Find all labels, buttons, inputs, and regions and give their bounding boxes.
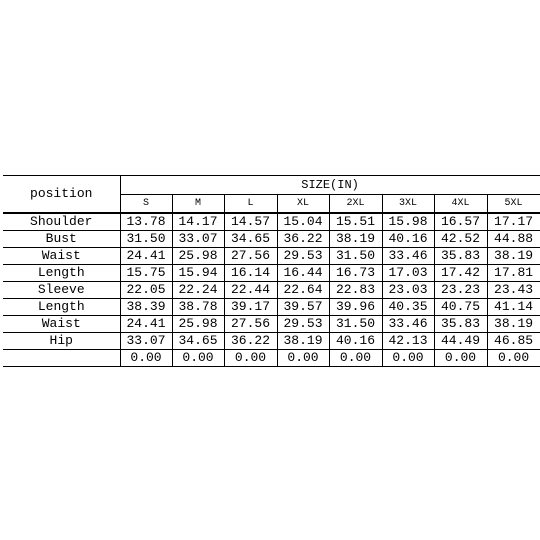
table-cell: 36.22: [277, 231, 329, 248]
table-row: [3, 213, 540, 231]
table-cell: 39.96: [329, 299, 382, 316]
table-cell: 22.83: [329, 282, 382, 299]
table-cell: 22.44: [224, 282, 277, 299]
table-cell: 42.13: [382, 333, 434, 350]
row-label: [3, 350, 120, 367]
table-cell: 23.43: [487, 282, 540, 299]
table-cell: 44.49: [434, 333, 487, 350]
table-cell: 38.19: [329, 231, 382, 248]
table-cell: 39.57: [277, 299, 329, 316]
table-cell: 25.98: [172, 316, 224, 333]
table-cell: 29.53: [277, 316, 329, 333]
row-label: Sleeve: [3, 282, 120, 299]
table-cell: 31.50: [329, 316, 382, 333]
table-cell: 14.17: [172, 213, 224, 231]
table-cell: 15.98: [382, 213, 434, 231]
table-cell: 29.53: [277, 248, 329, 265]
table-cell: 0.00: [172, 350, 224, 367]
table-cell: 38.19: [277, 333, 329, 350]
table-cell: 22.64: [277, 282, 329, 299]
table-row: [3, 231, 540, 248]
table-cell: 39.17: [224, 299, 277, 316]
table-cell: 44.88: [487, 231, 540, 248]
size-header-5xl: 5XL: [487, 195, 540, 214]
size-header-m: M: [172, 195, 224, 214]
table-cell: 0.00: [487, 350, 540, 367]
table-cell: 16.14: [224, 265, 277, 282]
table-cell: 24.41: [120, 316, 172, 333]
table-cell: 38.78: [172, 299, 224, 316]
table-cell: 13.78: [120, 213, 172, 231]
table-cell: 46.85: [487, 333, 540, 350]
table-cell: 0.00: [120, 350, 172, 367]
table-cell: 0.00: [382, 350, 434, 367]
table-cell: 17.81: [487, 265, 540, 282]
table-cell: 0.00: [329, 350, 382, 367]
table-cell: 15.51: [329, 213, 382, 231]
table-cell: 23.23: [434, 282, 487, 299]
table-cell: 40.35: [382, 299, 434, 316]
row-label: Waist: [3, 248, 120, 265]
table-cell: 34.65: [172, 333, 224, 350]
table-row: [3, 333, 540, 350]
table-cell: 33.07: [172, 231, 224, 248]
table-cell: 15.04: [277, 213, 329, 231]
table-cell: 17.17: [487, 213, 540, 231]
table-row: [3, 299, 540, 316]
size-chart-table: [3, 175, 540, 367]
table-cell: 16.57: [434, 213, 487, 231]
row-label: Length: [3, 265, 120, 282]
table-body: [3, 213, 540, 367]
size-header-4xl: 4XL: [434, 195, 487, 214]
table-cell: 22.24: [172, 282, 224, 299]
row-label: Waist: [3, 316, 120, 333]
row-label: Shoulder: [3, 213, 120, 231]
table-cell: 0.00: [224, 350, 277, 367]
table-cell: 0.00: [434, 350, 487, 367]
table-cell: 23.03: [382, 282, 434, 299]
table-cell: 33.46: [382, 248, 434, 265]
table-cell: 41.14: [487, 299, 540, 316]
size-header-s: S: [120, 195, 172, 214]
size-header-2xl: 2XL: [329, 195, 382, 214]
table-cell: 33.46: [382, 316, 434, 333]
size-header-3xl: 3XL: [382, 195, 434, 214]
table-row: [3, 316, 540, 333]
row-label: Bust: [3, 231, 120, 248]
table-cell: 33.07: [120, 333, 172, 350]
table-row: [3, 248, 540, 265]
table-row: [3, 350, 540, 367]
table-cell: 27.56: [224, 248, 277, 265]
table-cell: 25.98: [172, 248, 224, 265]
row-label: Length: [3, 299, 120, 316]
table-row: [3, 265, 540, 282]
table-cell: 40.16: [329, 333, 382, 350]
size-group-header: SIZE(IN): [120, 176, 540, 195]
table-cell: 17.03: [382, 265, 434, 282]
table-cell: 31.50: [329, 248, 382, 265]
table-cell: 24.41: [120, 248, 172, 265]
size-header-l: L: [224, 195, 277, 214]
table-cell: 38.39: [120, 299, 172, 316]
table-row: [3, 282, 540, 299]
table-cell: 15.94: [172, 265, 224, 282]
table-cell: 22.05: [120, 282, 172, 299]
table-cell: 16.73: [329, 265, 382, 282]
table-cell: 14.57: [224, 213, 277, 231]
table-cell: 0.00: [277, 350, 329, 367]
table-cell: 38.19: [487, 248, 540, 265]
table-cell: 40.16: [382, 231, 434, 248]
header-row-group: [3, 176, 540, 195]
size-header-xl: XL: [277, 195, 329, 214]
table-cell: 35.83: [434, 248, 487, 265]
table-cell: 40.75: [434, 299, 487, 316]
row-label: Hip: [3, 333, 120, 350]
table-cell: 34.65: [224, 231, 277, 248]
table-cell: 17.42: [434, 265, 487, 282]
table-cell: 35.83: [434, 316, 487, 333]
table-cell: 27.56: [224, 316, 277, 333]
table-cell: 31.50: [120, 231, 172, 248]
position-header: position: [3, 176, 120, 214]
table-cell: 38.19: [487, 316, 540, 333]
table-cell: 36.22: [224, 333, 277, 350]
table-cell: 15.75: [120, 265, 172, 282]
table-cell: 42.52: [434, 231, 487, 248]
table-cell: 16.44: [277, 265, 329, 282]
